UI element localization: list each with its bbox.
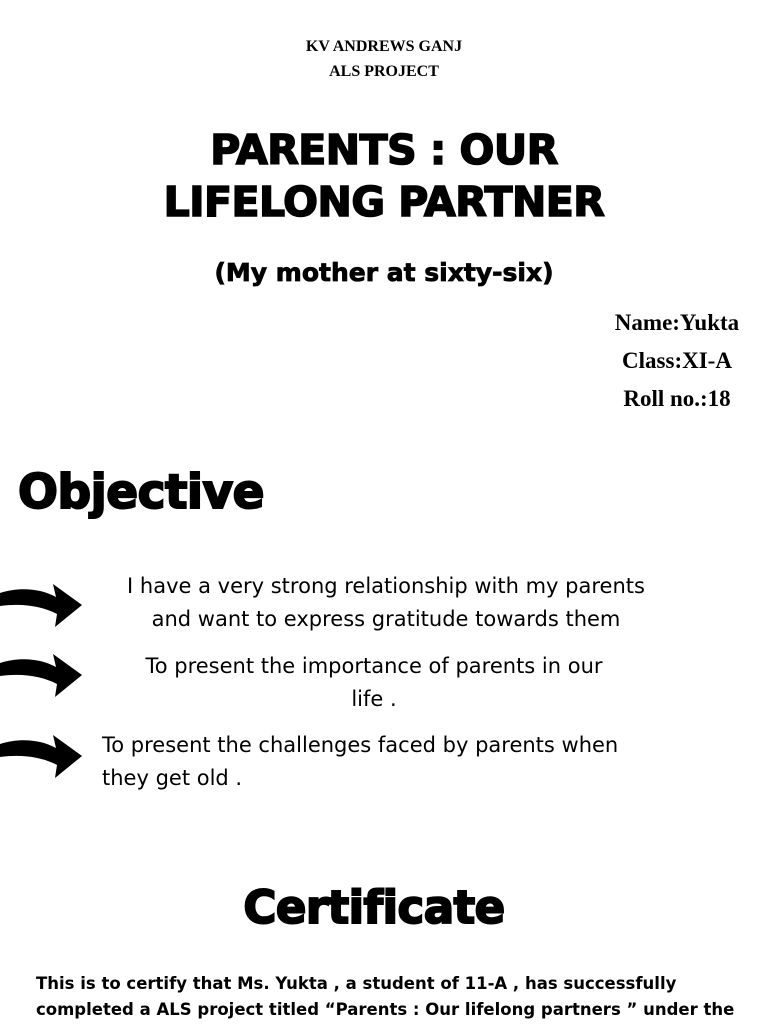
document-title [0, 124, 768, 228]
objective-item-3-line-2: they get old . [102, 766, 243, 790]
certificate-text [36, 971, 736, 1023]
title-line-1: PARENTS : OUR [210, 126, 558, 174]
certificate-heading: Certificate [243, 881, 505, 934]
objective-item-2-line-1: To present the importance of parents in our [145, 654, 603, 678]
student-name: Name:Yukta [614, 310, 740, 335]
objective-item-2 [96, 650, 652, 716]
title-line-2: LIFELONG PARTNER [163, 178, 605, 226]
objective-item-1-line-1: I have a very strong relationship with my parents [127, 574, 645, 598]
objective-item-1-line-2: and want to express gratitude towards them [151, 607, 621, 631]
certificate-line-1: This is to certify that Ms. Yukta , a student of 11-A , has successfully [36, 974, 677, 993]
curved-arrow-icon [0, 647, 86, 703]
objective-item-1 [96, 570, 676, 636]
objective-item-3 [102, 729, 702, 795]
certificate-line-2: completed a ALS project titled “Parents : Our lifelong partners ” under the [36, 1000, 735, 1019]
objective-item-2-line-2: life . [351, 687, 397, 711]
objective-item-3-line-1: To present the challenges faced by parents when [102, 733, 619, 757]
project-label: ALS PROJECT [329, 63, 439, 80]
school-name: KV ANDREWS GANJ [305, 38, 463, 55]
curved-arrow-icon [0, 577, 86, 633]
objective-heading: Objective [18, 465, 265, 520]
student-details [590, 304, 764, 418]
student-class: Class:XI-A [622, 348, 732, 373]
student-roll: Roll no.:18 [623, 386, 731, 411]
curved-arrow-icon [0, 728, 86, 784]
document-subtitle: (My mother at sixty-six) [214, 258, 554, 287]
document-header [0, 34, 768, 84]
